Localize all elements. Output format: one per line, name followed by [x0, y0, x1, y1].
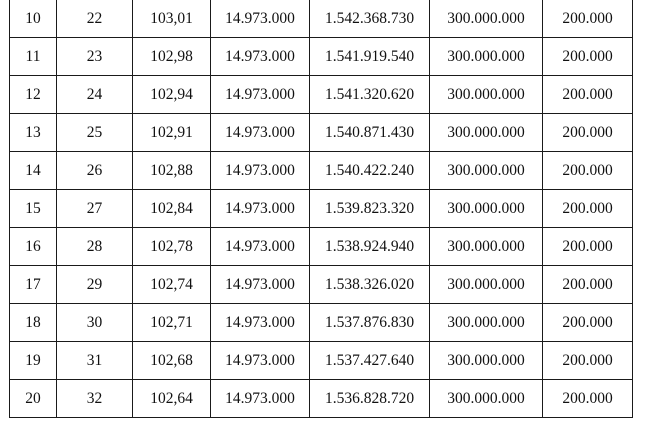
- table-cell: 17: [10, 266, 57, 304]
- table-cell: 200.000: [543, 228, 633, 266]
- table-cell: 300.000.000: [430, 304, 543, 342]
- table-cell: 32: [57, 380, 133, 418]
- table-cell: 11: [10, 38, 57, 76]
- table-cell: 14.973.000: [211, 266, 310, 304]
- table-cell: 200.000: [543, 342, 633, 380]
- table-cell: 22: [57, 0, 133, 38]
- table-cell: 26: [57, 152, 133, 190]
- table-cell: 300.000.000: [430, 76, 543, 114]
- table-cell: 14.973.000: [211, 342, 310, 380]
- table-cell: 12: [10, 76, 57, 114]
- table-cell: 18: [10, 304, 57, 342]
- table-cell: 16: [10, 228, 57, 266]
- table-cell: 24: [57, 76, 133, 114]
- table-cell: 102,84: [133, 190, 211, 228]
- table-cell: 200.000: [543, 38, 633, 76]
- table-cell: 14.973.000: [211, 304, 310, 342]
- table-cell: 102,88: [133, 152, 211, 190]
- table-cell: 30: [57, 304, 133, 342]
- table-cell: 102,94: [133, 76, 211, 114]
- table-cell: 14.973.000: [211, 152, 310, 190]
- table-cell: 200.000: [543, 266, 633, 304]
- table-cell: 1.539.823.320: [310, 190, 430, 228]
- table-cell: 300.000.000: [430, 114, 543, 152]
- table-cell: 200.000: [543, 76, 633, 114]
- table-cell: 14.973.000: [211, 76, 310, 114]
- table-cell: 14.973.000: [211, 190, 310, 228]
- table-cell: 300.000.000: [430, 152, 543, 190]
- table-cell: 14.973.000: [211, 380, 310, 418]
- table-cell: 19: [10, 342, 57, 380]
- data-table: [9, 0, 633, 418]
- table-cell: 14.973.000: [211, 228, 310, 266]
- table-cell: 102,74: [133, 266, 211, 304]
- table-row: [10, 380, 633, 418]
- table-cell: 15: [10, 190, 57, 228]
- table-row: [10, 76, 633, 114]
- table-cell: 14.973.000: [211, 38, 310, 76]
- table-cell: 200.000: [543, 0, 633, 38]
- table-row: [10, 342, 633, 380]
- table-cell: 102,64: [133, 380, 211, 418]
- table-cell: 300.000.000: [430, 266, 543, 304]
- table-cell: 200.000: [543, 114, 633, 152]
- table-cell: 300.000.000: [430, 190, 543, 228]
- table-cell: 1.542.368.730: [310, 0, 430, 38]
- table-cell: 23: [57, 38, 133, 76]
- table-cell: 300.000.000: [430, 228, 543, 266]
- table-cell: 28: [57, 228, 133, 266]
- table-cell: 102,71: [133, 304, 211, 342]
- table-row: [10, 304, 633, 342]
- table-cell: 1.541.919.540: [310, 38, 430, 76]
- table-cell: 200.000: [543, 190, 633, 228]
- table-cell: 300.000.000: [430, 342, 543, 380]
- table-cell: 200.000: [543, 152, 633, 190]
- table-cell: 102,78: [133, 228, 211, 266]
- table-cell: 102,68: [133, 342, 211, 380]
- table-row: [10, 266, 633, 304]
- table-row: [10, 114, 633, 152]
- table-cell: 13: [10, 114, 57, 152]
- table-cell: 300.000.000: [430, 380, 543, 418]
- table-row: [10, 38, 633, 76]
- table-cell: 29: [57, 266, 133, 304]
- table-cell: 1.541.320.620: [310, 76, 430, 114]
- table-cell: 1.537.876.830: [310, 304, 430, 342]
- table-cell: 103,01: [133, 0, 211, 38]
- table-cell: 1.538.924.940: [310, 228, 430, 266]
- table-cell: 1.537.427.640: [310, 342, 430, 380]
- table-cell: 27: [57, 190, 133, 228]
- table-cell: 14: [10, 152, 57, 190]
- table-cell: 14.973.000: [211, 0, 310, 38]
- table-cell: 1.540.422.240: [310, 152, 430, 190]
- table-cell: 1.540.871.430: [310, 114, 430, 152]
- table-cell: 10: [10, 0, 57, 38]
- table-cell: 200.000: [543, 304, 633, 342]
- table-cell: 200.000: [543, 380, 633, 418]
- table-row: [10, 0, 633, 38]
- table-row: [10, 228, 633, 266]
- table-cell: 25: [57, 114, 133, 152]
- table-cell: 20: [10, 380, 57, 418]
- table-cell: 102,91: [133, 114, 211, 152]
- table-cell: 300.000.000: [430, 0, 543, 38]
- table-cell: 1.536.828.720: [310, 380, 430, 418]
- table-cell: 31: [57, 342, 133, 380]
- table-row: [10, 190, 633, 228]
- table-row: [10, 152, 633, 190]
- table-cell: 102,98: [133, 38, 211, 76]
- table-cell: 14.973.000: [211, 114, 310, 152]
- table-cell: 1.538.326.020: [310, 266, 430, 304]
- table-cell: 300.000.000: [430, 38, 543, 76]
